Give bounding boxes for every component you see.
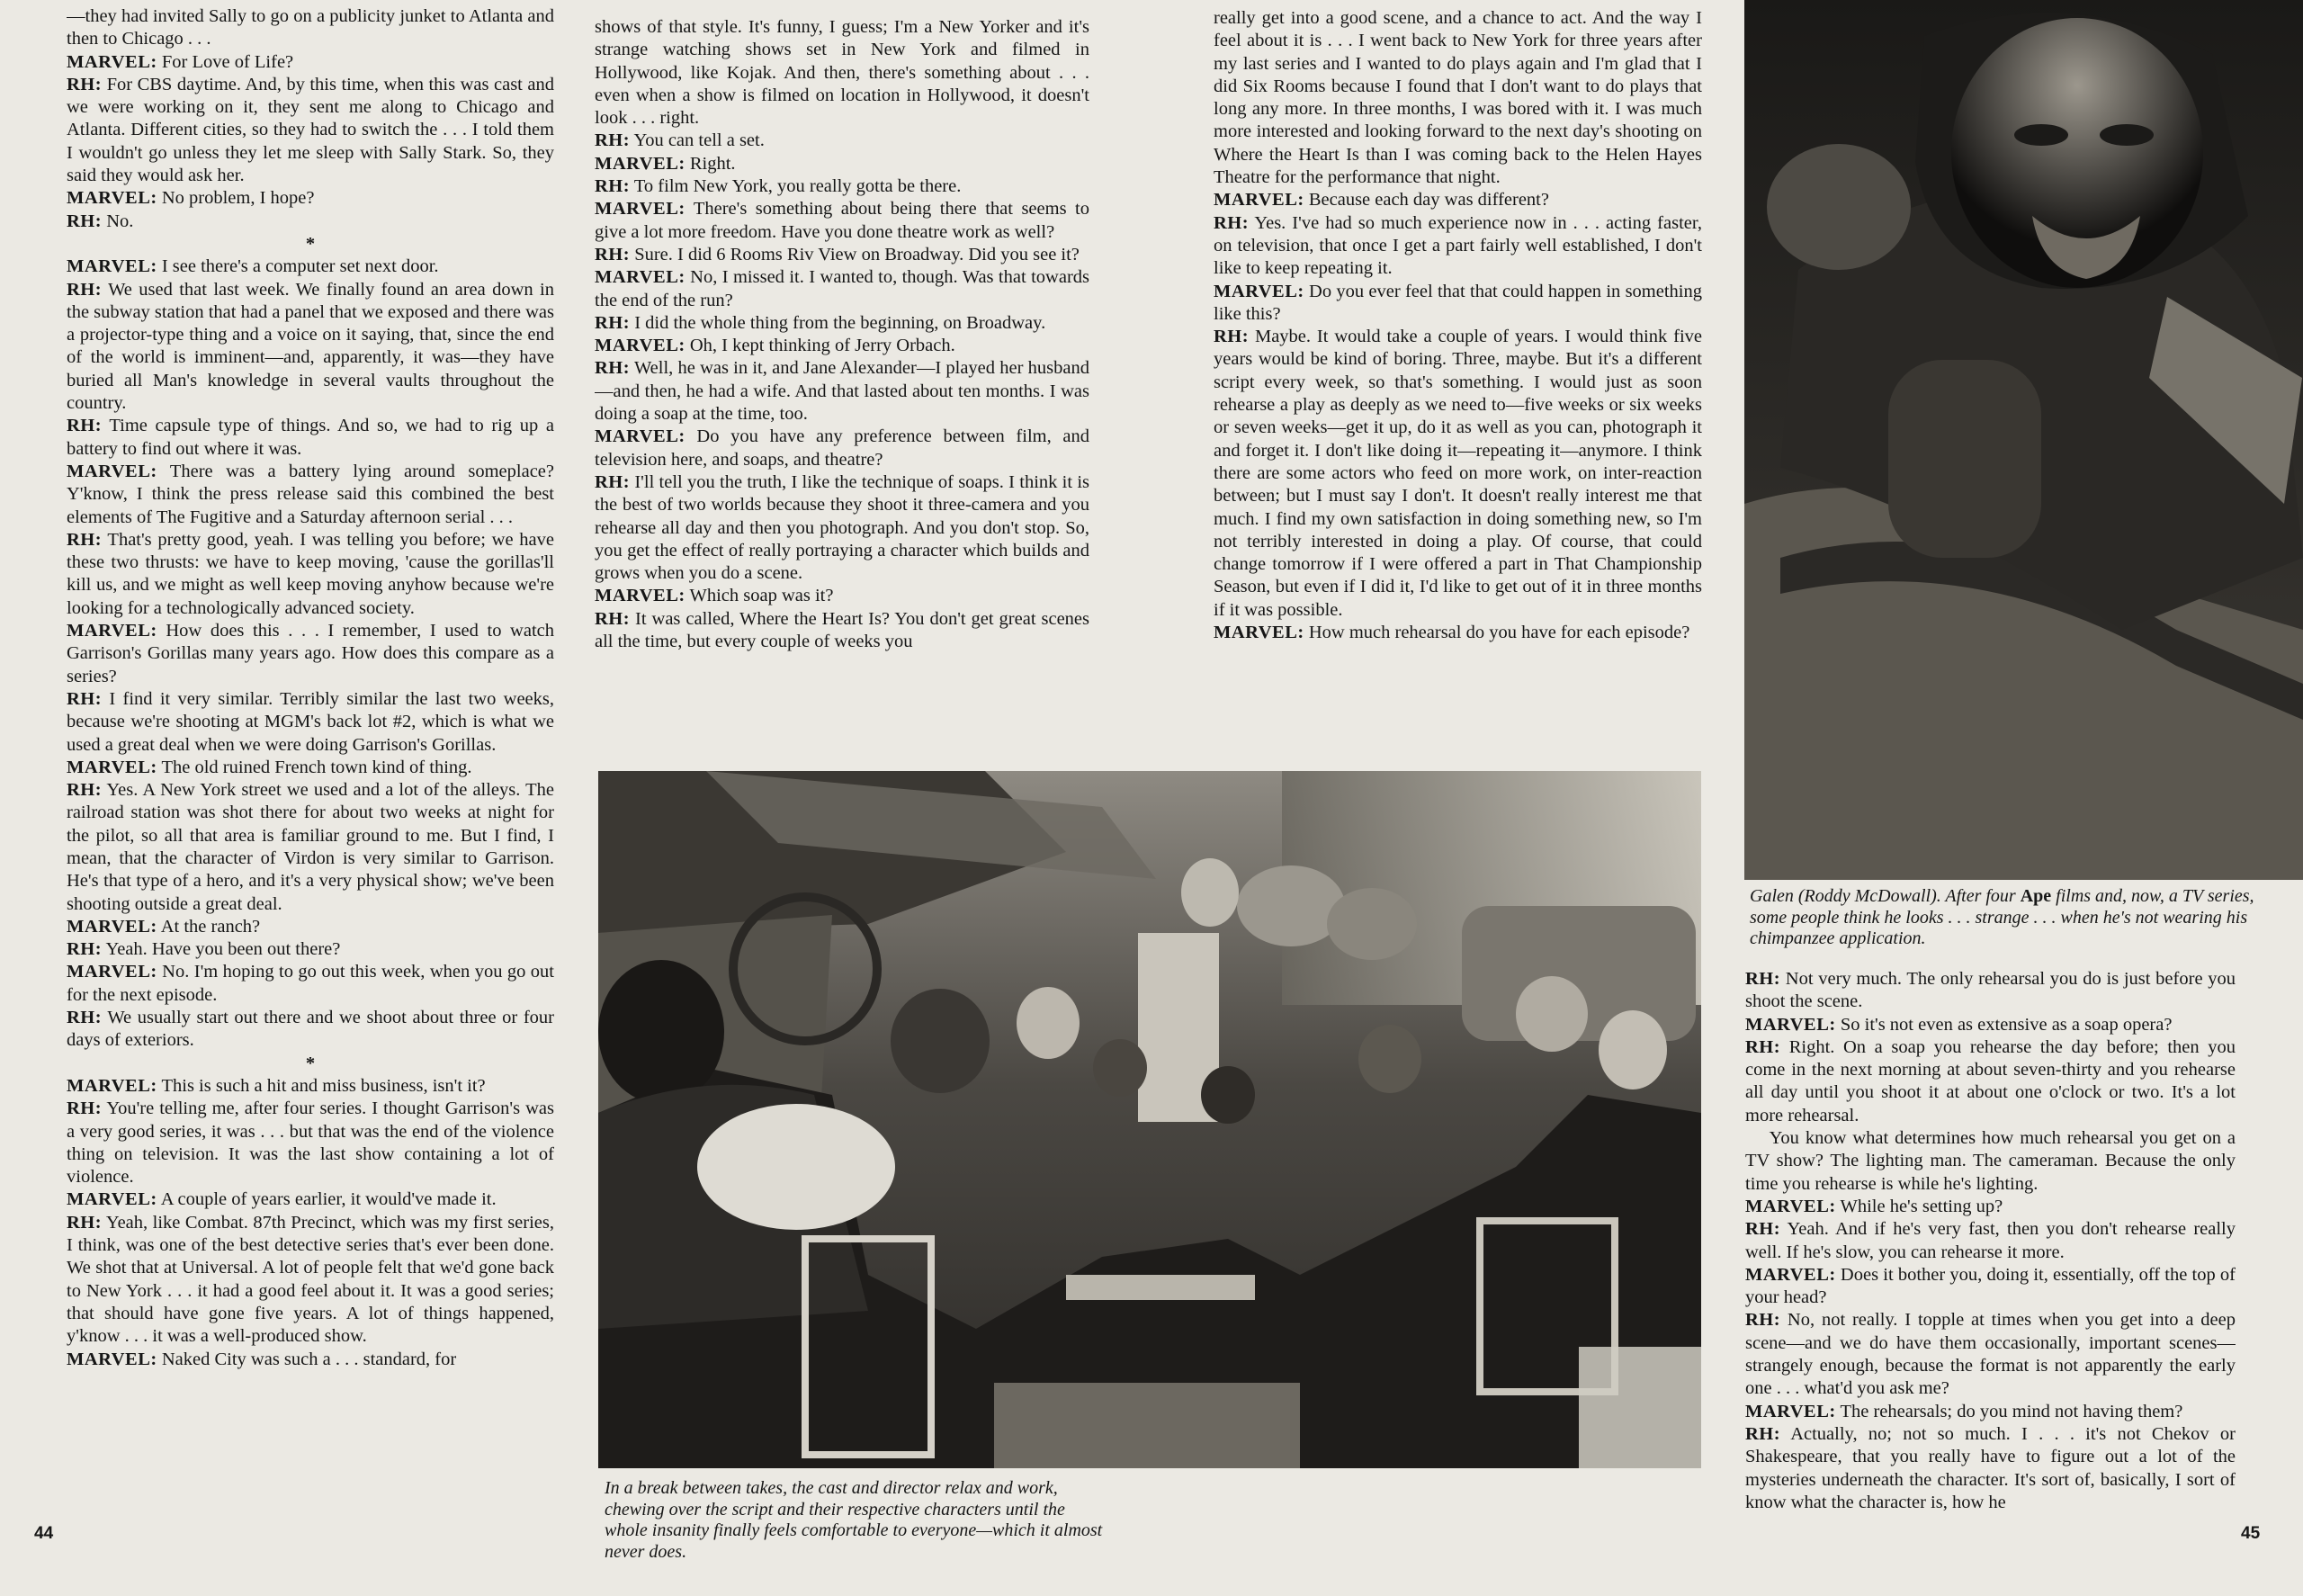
paragraph-text: Do you ever feel that that could happen in something like this?	[1214, 281, 1702, 324]
interview-paragraph	[595, 335, 1089, 357]
paragraph-text: Do you have any preference between film, and television here, and soaps, and theatre?	[595, 426, 1089, 470]
paragraph-text: Yeah. And if he's very fast, then you don't rehearse really well. If he's slow, you can rehearse it more.	[1745, 1219, 2236, 1262]
paragraph-text: So it's not even as extensive as a soap opera?	[1840, 1014, 2173, 1035]
paragraph-text: Actually, no; not so much. I . . . it's not Chekov or Shakespeare, that you really have to figure out a lot of the mysteries underneath the character. It's sort of, basically, I sort of know what the character is, how he	[1745, 1423, 2236, 1512]
paragraph-text: No. I'm hoping to go out this week, when you go out for the next episode.	[67, 962, 554, 1005]
speaker-label: MARVEL:	[1745, 1264, 1836, 1285]
paragraph-text: Yes. I've had so much experience now in . . . acting faster, on television, that once I get a part fairly well established, I don't like to keep repeating it.	[1214, 212, 1702, 279]
paragraph-text: At the ranch?	[160, 916, 261, 937]
interview-paragraph	[595, 266, 1089, 312]
speaker-label: RH:	[67, 1212, 103, 1233]
speaker-label: RH:	[595, 130, 631, 151]
interview-paragraph	[67, 1007, 554, 1053]
paragraph-text: Yes. A New York street we used and a lot of the alleys. The railroad station was shot there for about two weeks at night for the pilot, so all that area is familiar ground to me. But I find, I mean, that the character of Virdon is very similar to Garrison. He's that type of a hero, and it's a very physical show; we've been shooting outside a great deal.	[67, 780, 554, 914]
interview-paragraph	[595, 153, 1089, 175]
paragraph-text: shows of that style. It's funny, I guess; I'm a New Yorker and it's strange watching shows set in New York and filmed in Hollywood, like Kojak. And then, there's something about . . . even when a show is filmed on location in Hollywood, it doesn't look . . . right.	[595, 17, 1089, 129]
interview-paragraph	[1745, 968, 2236, 1014]
speaker-label: RH:	[595, 176, 631, 197]
paragraph-text: I'll tell you the truth, I like the technique of soaps. I think it is the best of two worlds because they shoot it three-camera and you rehearse all day and then you photograph. And you don't stop. So, you get the effect of really portraying a character which builds and grows when you do a scene.	[595, 471, 1089, 584]
speaker-label: MARVEL:	[595, 586, 686, 606]
speaker-label: RH:	[67, 416, 103, 436]
paragraph-text: No.	[106, 211, 134, 231]
interview-paragraph	[595, 16, 1089, 130]
interview-paragraph	[595, 312, 1089, 335]
paragraph-text: Naked City was such a . . . standard, for	[161, 1349, 457, 1369]
paragraph-text: You can tell a set.	[633, 130, 765, 151]
speaker-label: RH:	[1214, 327, 1250, 347]
paragraph-text: We usually start out there and we shoot about three or four days of exteriors.	[67, 1008, 554, 1051]
speaker-label: MARVEL:	[1214, 623, 1304, 643]
paragraph-text: It was called, Where the Heart Is? You don't get great scenes all the time, but every couple of weeks you	[595, 608, 1089, 652]
speaker-label: MARVEL:	[595, 336, 686, 356]
interview-paragraph	[67, 779, 554, 916]
paragraph-text: —they had invited Sally to go on a publicity junket to Atlanta and then to Chicago . . .	[67, 6, 554, 49]
speaker-label: MARVEL:	[1214, 281, 1304, 301]
interview-paragraph	[67, 256, 554, 278]
speaker-label: MARVEL:	[67, 916, 157, 937]
paragraph-text: For Love of Life?	[161, 51, 294, 72]
text-column-4	[1745, 968, 2236, 1589]
speaker-label: RH:	[595, 608, 631, 629]
speaker-label: MARVEL:	[67, 962, 157, 982]
paragraph-text: This is such a hit and miss business, isn't it?	[161, 1075, 486, 1096]
cast-break-photo	[598, 771, 1701, 1468]
interview-paragraph	[595, 585, 1089, 607]
interview-paragraph	[595, 608, 1089, 654]
interview-paragraph	[1214, 326, 1702, 622]
interview-paragraph	[67, 757, 554, 779]
speaker-label: RH:	[67, 74, 103, 94]
speaker-label: RH:	[1745, 1423, 1781, 1444]
speaker-label: RH:	[67, 780, 103, 801]
interview-paragraph	[67, 187, 554, 210]
interview-paragraph	[67, 1349, 554, 1371]
paragraph-text: Right.	[689, 153, 736, 174]
interview-paragraph	[67, 529, 554, 620]
speaker-label: RH:	[1745, 969, 1781, 989]
paragraph-text: There's something about being there that seems to give a lot more freedom. Have you done theatre work as well?	[595, 199, 1089, 242]
interview-paragraph	[67, 961, 554, 1007]
speaker-label: MARVEL:	[67, 757, 157, 777]
interview-paragraph	[595, 471, 1089, 585]
galen-caption-mid: After four	[1940, 886, 2021, 906]
interview-paragraph	[1745, 1127, 2236, 1196]
paragraph-text: I did the whole thing from the beginning, on Broadway.	[634, 312, 1046, 333]
interview-paragraph	[595, 244, 1089, 266]
speaker-label: MARVEL:	[1745, 1196, 1836, 1216]
cast-break-photo-art	[598, 771, 1701, 1468]
galen-portrait-photo-art	[1744, 0, 2303, 880]
paragraph-text: No, I missed it. I wanted to, though. Was that towards the end of the run?	[595, 267, 1089, 310]
interview-paragraph	[1214, 7, 1702, 189]
cast-break-caption: In a break between takes, the cast and director relax and work, chewing over the script and their respective characters until the whole insanity finally feels comfortable to everyone—which it almost never does.	[605, 1478, 1103, 1562]
speaker-label: MARVEL:	[595, 199, 686, 220]
paragraph-text: We used that last week. We finally found an area down in the subway station that had a panel that we exposed and there was a projector-type thing and a voice on it saying, that, since the end of the world is imminent—and, apparently, it was—they have buried all Man's knowledge in several vaults throughout the country.	[67, 279, 554, 414]
speaker-label: RH:	[67, 1008, 103, 1028]
interview-paragraph	[1745, 1014, 2236, 1036]
interview-paragraph	[67, 916, 554, 938]
speaker-label: MARVEL:	[595, 153, 686, 174]
paragraph-text: Because each day was different?	[1308, 190, 1549, 211]
interview-paragraph	[67, 620, 554, 688]
interview-paragraph	[67, 1188, 554, 1211]
paragraph-text: Yeah, like Combat. 87th Precinct, which was my first series, I think, was one of the best detective series that's ever been done. We shot that at Universal. A lot of people felt that we'd gone back to New York . . . it had a good feel about it. It was a good series; that should have gone five years. A lot of things happened, y'know . . . it was a well-produced show.	[67, 1212, 554, 1347]
interview-paragraph	[1214, 281, 1702, 327]
speaker-label: RH:	[1745, 1036, 1781, 1057]
paragraph-text: really get into a good scene, and a chance to act. And the way I feel about it is . . . I went back to New York for three years after my last series and I wanted to do plays again and I'm glad that I did Six Rooms because I found that I don't want to do plays that long any more. In three months, I was bored with it. I was much more interested and looking forward to the next day's shooting on Where the Heart Is than I was coming back to the Helen Hayes Theatre for the performance that night.	[1214, 8, 1702, 188]
paragraph-text: You're telling me, after four series. I thought Garrison's was a very good series, it was . . . but that was the end of the violence thing on television. It was the last show containing a lot of violence.	[67, 1098, 554, 1188]
speaker-label: RH:	[595, 471, 631, 492]
speaker-label: RH:	[1745, 1219, 1781, 1240]
interview-paragraph	[1745, 1218, 2236, 1264]
speaker-label: RH:	[67, 939, 103, 960]
paragraph-text: Sure. I did 6 Rooms Riv View on Broadway. Did you see it?	[634, 244, 1080, 265]
paragraph-text: For CBS daytime. And, by this time, when this was cast and we were working on it, they sent me along to Chicago and Atlanta. Different cities, so they had to switch the . . . I told them I wouldn't go unless they let me sleep with Sally Stark. So, they said they would ask her.	[67, 74, 554, 186]
speaker-label: MARVEL:	[67, 1349, 157, 1369]
page-number-right: 45	[2241, 1524, 2261, 1543]
paragraph-text: The old ruined French town kind of thing.	[161, 757, 472, 777]
interview-paragraph	[1214, 189, 1702, 211]
paragraph-text: Oh, I kept thinking of Jerry Orbach.	[689, 336, 955, 356]
speaker-label: MARVEL:	[1745, 1401, 1836, 1421]
speaker-label: MARVEL:	[595, 267, 686, 288]
speaker-label: MARVEL:	[1214, 190, 1304, 211]
speaker-label: RH:	[67, 279, 103, 300]
interview-paragraph	[67, 1098, 554, 1188]
speaker-label: RH:	[67, 688, 103, 709]
interview-paragraph	[595, 175, 1089, 198]
interview-paragraph	[1745, 1401, 2236, 1423]
paragraph-text: To film New York, you really gotta be there.	[633, 176, 962, 197]
paragraph-text: Right. On a soap you rehearse the day before; then you come in the next morning at about seven-thirty and you rehearse all day until you shoot it at about one o'clock or two. It's a lot more rehearsal.	[1745, 1036, 2236, 1125]
galen-caption-rest: films and, now, a TV series, some people think he looks . . . strange . . . when he's not wearing his chimpanzee application.	[1750, 886, 2254, 948]
speaker-label: MARVEL:	[67, 1075, 157, 1096]
interview-paragraph	[67, 415, 554, 461]
page-number-left: 44	[34, 1524, 54, 1543]
speaker-label: RH:	[595, 358, 631, 379]
speaker-label: RH:	[595, 244, 631, 265]
speaker-label: RH:	[595, 312, 631, 333]
speaker-label: RH:	[67, 529, 103, 550]
text-column-3	[1214, 7, 1702, 745]
paragraph-text: That's pretty good, yeah. I was telling you before; we have these two thrusts: we have to keep moving, 'cause the gorillas'll kill us, and we might as well keep moving anyhow because we're looking for a technologically advanced society.	[67, 529, 554, 618]
galen-caption-bold: Ape	[2020, 886, 2052, 906]
paragraph-text: I see there's a computer set next door.	[161, 256, 439, 277]
paragraph-text: You know what determines how much rehearsal you get on a TV show? The lighting man. The cameraman. Because the only time you rehearse is while he's lighting.	[1745, 1128, 2236, 1194]
speaker-label: MARVEL:	[67, 188, 157, 209]
galen-caption-lead: Galen (Roddy McDowall).	[1750, 886, 1941, 906]
text-column-2	[595, 16, 1089, 736]
interview-paragraph	[595, 198, 1089, 244]
section-separator: *	[305, 1053, 316, 1073]
paragraph-text: A couple of years earlier, it would've made it.	[160, 1189, 497, 1210]
interview-paragraph	[1745, 1196, 2236, 1218]
interview-paragraph	[1745, 1036, 2236, 1127]
speaker-label: RH:	[1745, 1310, 1781, 1331]
speaker-label: RH:	[67, 211, 103, 231]
paragraph-text: Not very much. The only rehearsal you do is just before you shoot the scene.	[1745, 969, 2236, 1012]
speaker-label: MARVEL:	[67, 1189, 157, 1210]
text-column-1	[67, 5, 554, 1582]
galen-caption	[1750, 886, 2290, 950]
interview-paragraph	[67, 5, 554, 51]
paragraph-text: Maybe. It would take a couple of years. I would think five years would be kind of boring. Three, maybe. But it's a different script every week, so that's something. I would just as soon rehearse a play as deeply as we need to—five weeks or six weeks or seven weeks—get it up, do it as well as you can, photograph it and forget it. I don't like doing it—repeating it—anymore. I think there are some actors who feed on more work, on inter-reaction between; but I must say I don't. It doesn't really interest me that much. I find my own satisfaction in doing something new, so I'm not terribly interested in doing a play. Of course, that could change tomorrow if I were offered a part in That Championship Season, but even if I did it, I'd like to get out of it in three months if it was possible.	[1214, 327, 1702, 620]
interview-paragraph	[1745, 1309, 2236, 1400]
paragraph-text: Time capsule type of things. And so, we had to rig up a battery to find out where it was.	[67, 416, 554, 459]
interview-paragraph	[67, 279, 554, 416]
interview-paragraph	[595, 130, 1089, 152]
speaker-label: MARVEL:	[67, 621, 157, 641]
paragraph-text: No problem, I hope?	[161, 188, 315, 209]
speaker-label: MARVEL:	[1745, 1014, 1836, 1035]
paragraph-text: Does it bother you, doing it, essentially, off the top of your head?	[1745, 1264, 2236, 1308]
paragraph-text: Which soap was it?	[689, 586, 834, 606]
interview-paragraph	[67, 461, 554, 529]
speaker-label: RH:	[67, 1098, 103, 1119]
paragraph-text: How much rehearsal do you have for each episode?	[1308, 623, 1690, 643]
interview-paragraph	[67, 688, 554, 757]
interview-paragraph	[67, 51, 554, 74]
paragraph-text: I find it very similar. Terribly similar the last two weeks, because we're shooting at MGM's back lot #2, which is what we used a great deal when we were doing Garrison's Gorillas.	[67, 688, 554, 755]
paragraph-text: There was a battery lying around someplace? Y'know, I think the press release said this combined the best elements of The Fugitive and a Saturday afternoon serial . . .	[67, 461, 554, 527]
interview-paragraph	[67, 74, 554, 187]
speaker-label: RH:	[1214, 212, 1250, 233]
interview-paragraph	[67, 1075, 554, 1098]
interview-paragraph	[595, 426, 1089, 471]
interview-paragraph	[67, 211, 554, 233]
paragraph-text: How does this . . . I remember, I used to watch Garrison's Gorillas many years ago. How does this compare as a series?	[67, 621, 554, 686]
interview-paragraph	[1745, 1264, 2236, 1310]
speaker-label: MARVEL:	[67, 51, 157, 72]
paragraph-text: Well, he was in it, and Jane Alexander—I played her husband—and then, he had a wife. And that lasted about ten months. I was doing a soap at the time, too.	[595, 358, 1089, 425]
paragraph-text: The rehearsals; do you mind not having them?	[1840, 1401, 2183, 1421]
paragraph-text: No, not really. I topple at times when you get into a deep scene—and we do have them occasionally, important scenes—strangely enough, because the format is not apparently the early one . . . what'd you ask me?	[1745, 1310, 2236, 1399]
interview-paragraph	[1745, 1423, 2236, 1514]
galen-portrait-photo	[1744, 0, 2303, 880]
interview-paragraph	[595, 357, 1089, 426]
interview-paragraph	[1214, 622, 1702, 644]
paragraph-text: Yeah. Have you been out there?	[105, 939, 341, 960]
speaker-label: MARVEL:	[595, 426, 686, 447]
interview-paragraph	[67, 1212, 554, 1349]
interview-paragraph	[67, 938, 554, 961]
paragraph-text: While he's setting up?	[1840, 1196, 2003, 1216]
speaker-label: MARVEL:	[67, 461, 157, 481]
speaker-label: MARVEL:	[67, 256, 157, 277]
interview-paragraph	[1214, 212, 1702, 281]
section-separator: *	[305, 233, 316, 254]
